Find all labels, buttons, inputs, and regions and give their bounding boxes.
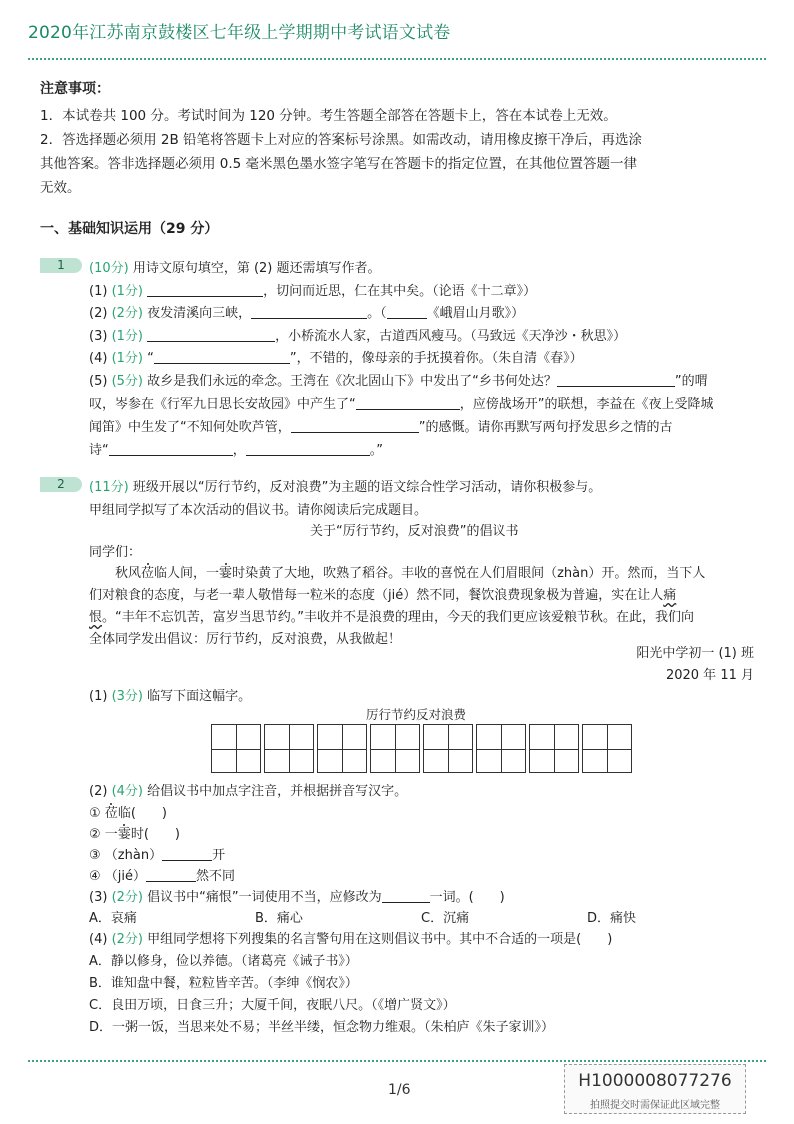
answer-blank[interactable] (146, 868, 196, 882)
letter-text: 秋风 (89, 566, 142, 581)
item-text: 然不同 (196, 869, 236, 884)
option-b[interactable]: B．痛心 (255, 911, 303, 926)
item-text: 叹，岑参在《行军九日思长安故园》中产生了“ (89, 397, 356, 412)
item-text: “ (147, 351, 154, 366)
item-label: (5) (89, 374, 108, 389)
item-points: (4分) (111, 784, 143, 799)
letter-text: 。“丰年不忘饥苦，富岁当思节约。”丰收并不是浪费的理由，今天的我们更应该爱粮节秋。在此，我们向 (102, 610, 694, 625)
page-number: 1/6 (388, 1082, 411, 1098)
option-c[interactable]: C．良田万顷，日食三升；大厦千间，夜眠八尺。（《增广贤文》） (89, 998, 456, 1013)
pinyin-text: （jié） (104, 869, 147, 884)
q1-points: (10分) (89, 261, 129, 276)
item-text: ”的感慨。请你再默写两句抒发思乡之情的古 (418, 420, 673, 435)
letter-date: 2020 年 11 月 (665, 668, 754, 683)
notice-heading: 注意事项： (40, 81, 110, 97)
item-text: 一词。( ) (429, 890, 505, 905)
q2-sub-2-c (89, 844, 225, 863)
item-points: (2分) (111, 932, 143, 947)
item-text: 。” (369, 443, 384, 458)
pinyin-text: （zhàn） (104, 848, 163, 863)
item-points: (1分) (111, 329, 143, 344)
option-a[interactable]: A．静以修身，俭以养德。（诸葛亮《诫子书》） (89, 954, 358, 969)
item-text: 倡议书中“痛恨”一词使用不当，应修改为 (147, 890, 382, 905)
item-label: (3) (89, 890, 108, 905)
notice-line-2a: 2．答选择题必须用 2B 铅笔将答题卡上对应的答案标号涂黑。如需改动，请用橡皮擦干净后，再选涂 (40, 132, 643, 148)
dotted-char: 莅 (104, 806, 118, 821)
header-divider (28, 58, 766, 60)
item-number: ① (89, 806, 101, 821)
option-d[interactable]: D．痛快 (587, 911, 637, 926)
q2-points: (11分) (89, 480, 129, 495)
item-number: ④ (89, 869, 101, 884)
letter-paragraph-line-4: 全体同学发出倡议：厉行节约，反对浪费，从我做起！ (89, 632, 402, 647)
notice-line-2b: 其他答案。答非选择题必须用 0.5 毫米黑色墨水签字笔写在答题卡的指定位置，在其他位置答题一律 (40, 156, 638, 172)
section-heading: 一、基础知识运用（29 分） (40, 221, 219, 237)
q2-sub-3 (89, 886, 505, 905)
answer-blank[interactable] (246, 442, 370, 456)
q1-item-3 (89, 325, 626, 344)
q1-item-2 (89, 302, 524, 321)
item-text: 一 (104, 827, 118, 842)
letter-title: 关于“厉行节约，反对浪费”的倡议书 (310, 524, 519, 539)
option-d[interactable]: D．一粥一饭，当思来处不易；半丝半缕，恒念物力维艰。（朱柏庐《朱子家训》） (89, 1020, 555, 1035)
answer-blank[interactable] (251, 305, 367, 319)
item-text: 闻笛》中生发了“不知何处吹芦管， (89, 420, 291, 435)
letter-paragraph-line-1 (89, 562, 705, 581)
item-text: 开 (212, 848, 226, 863)
item-text: ”，不错的，像母亲的手抚摸着你。（朱自清《春》） (289, 351, 583, 366)
tianzige-cell[interactable] (211, 724, 261, 773)
item-text: 临( ) (117, 806, 167, 821)
document-title: 2020年江苏南京鼓楼区七年级上学期期中考试语文试卷 (28, 23, 451, 43)
author-blank[interactable] (387, 305, 427, 319)
wavy-underlined-char: 恨 (89, 610, 103, 625)
q1-prompt-text: 用诗文原句填空，第 (2) 题还需填写作者。 (132, 261, 381, 276)
q1-item-5 (89, 370, 708, 389)
item-label: (4) (89, 932, 108, 947)
item-label: (3) (89, 329, 108, 344)
letter-signature: 阳光中学初一 (1) 班 (636, 646, 754, 661)
option-a[interactable]: A．哀痛 (89, 911, 137, 926)
item-points: (2分) (111, 890, 143, 905)
item-text: 诗“ (89, 443, 109, 458)
item-number: ③ (89, 848, 101, 863)
q2-sub-4 (89, 928, 612, 947)
tianzige-cell[interactable] (476, 724, 526, 773)
document-code-stamp (564, 1064, 746, 1114)
tianzige-cell[interactable] (529, 724, 579, 773)
question-number-badge: 1 (40, 258, 82, 273)
item-label: (2) (89, 784, 108, 799)
letter-text: 们对粮食的态度，与老一辈人敬惜每一粒米的态度（jié）然不同，餐饮浪费现象极为普遍，实在让人 (89, 588, 664, 603)
item-text: 临写下面这幅字。 (147, 689, 252, 704)
tianzige-cell[interactable] (370, 724, 420, 773)
item-text: 甲组同学想将下列搜集的名言警句用在这则倡议书中。其中不合适的一项是( ) (147, 932, 613, 947)
item-points: (2分) (111, 306, 143, 321)
dotted-char: 霎 (219, 566, 233, 581)
question-number-badge: 2 (40, 477, 82, 492)
item-points: (3分) (111, 689, 143, 704)
letter-greeting: 同学们： (89, 545, 142, 560)
letter-text: 临人间，一 (154, 566, 220, 581)
answer-blank[interactable] (154, 350, 290, 364)
item-text: 时( ) (130, 827, 180, 842)
item-label: (2) (89, 306, 108, 321)
notice-line-1: 1．本试卷共 100 分。考试时间为 120 分钟。考生答题全部答在答题卡上，答在本试卷上无效。 (40, 108, 617, 124)
dotted-char: 莅 (141, 566, 155, 581)
answer-blank[interactable] (356, 396, 460, 410)
q2-sub-2-d (89, 865, 235, 884)
tianzige-cell[interactable] (264, 724, 314, 773)
q1-item-1 (89, 280, 536, 299)
copy-practice-grid (211, 724, 632, 773)
item-label: (4) (89, 351, 108, 366)
photo-note: 拍照提交时需保证此区域完整 (590, 1100, 720, 1111)
item-label: (1) (89, 689, 108, 704)
tianzige-cell[interactable] (317, 724, 367, 773)
footer-divider (28, 1060, 766, 1062)
q2-sub-2-b (89, 823, 180, 842)
q2-intro: 甲组同学拟写了本次活动的倡议书。请你阅读后完成题目。 (89, 503, 428, 518)
tianzige-cell[interactable] (423, 724, 473, 773)
item-text: 。（ (367, 306, 387, 321)
notice-line-2c: 无效。 (40, 180, 81, 196)
letter-paragraph-line-3 (89, 606, 694, 625)
answer-blank[interactable] (147, 283, 263, 297)
item-text: ，切问而近思，仁在其中矣。（论语《十二章》） (263, 284, 537, 299)
wavy-underlined-char: 痛 (663, 588, 677, 603)
item-text: 给倡议书中加点字注音，并根据拼音写汉字。 (147, 784, 408, 799)
option-b[interactable]: B．谁知盘中餐，粒粒皆辛苦。（李绅《悯农》） (89, 976, 358, 991)
option-c[interactable]: C．沉痛 (421, 911, 470, 926)
q2-sub-1 (89, 685, 251, 704)
q2-sub-2 (89, 780, 407, 799)
document-code: H1000008077276 (578, 1071, 732, 1091)
q1-item-5-line-3 (89, 416, 673, 435)
copy-sample-text: 厉行节约反对浪费 (366, 707, 467, 722)
item-number: ② (89, 827, 101, 842)
answer-blank[interactable] (557, 373, 675, 387)
q1-item-5-line-2 (89, 393, 714, 412)
item-label: (1) (89, 284, 108, 299)
item-text: ， (232, 443, 246, 458)
item-text: 故乡是我们永远的牵念。王湾在《次北固山下》中发出了“乡书何处达？ (147, 374, 557, 389)
dotted-char: 霎 (117, 827, 131, 842)
item-text: 《峨眉山月歌》） (426, 306, 525, 321)
answer-blank[interactable] (291, 419, 419, 433)
item-text: ，应傍战场开”的联想，李益在《夜上受降城 (459, 397, 714, 412)
item-points: (1分) (111, 351, 143, 366)
item-text: 夜发清溪向三峡， (147, 306, 252, 321)
answer-blank[interactable] (162, 847, 212, 861)
item-points: (5分) (111, 374, 143, 389)
answer-blank[interactable] (382, 889, 430, 903)
item-text: ，小桥流水人家，古道西风瘦马。（马致远《天净沙・秋思》） (275, 329, 627, 344)
letter-text: 时染黄了大地，吹熟了稻谷。丰收的喜悦在人们眉眼间（zhàn）开。然而，当下人 (232, 566, 706, 581)
tianzige-cell[interactable] (582, 724, 632, 773)
q2-sub-2-a (89, 802, 167, 821)
q1-item-4 (89, 347, 583, 366)
q1-item-5-line-4 (89, 439, 383, 458)
answer-blank[interactable] (109, 442, 233, 456)
item-text: ”的喟 (674, 374, 708, 389)
q2-prompt-text: 班级开展以“厉行节约，反对浪费”为主题的语文综合性学习活动，请你积极参与。 (132, 480, 602, 495)
q1-prompt (89, 257, 381, 276)
q2-prompt (89, 476, 601, 495)
answer-blank[interactable] (147, 328, 275, 342)
item-points: (1分) (111, 284, 143, 299)
letter-paragraph-line-2 (89, 584, 676, 603)
